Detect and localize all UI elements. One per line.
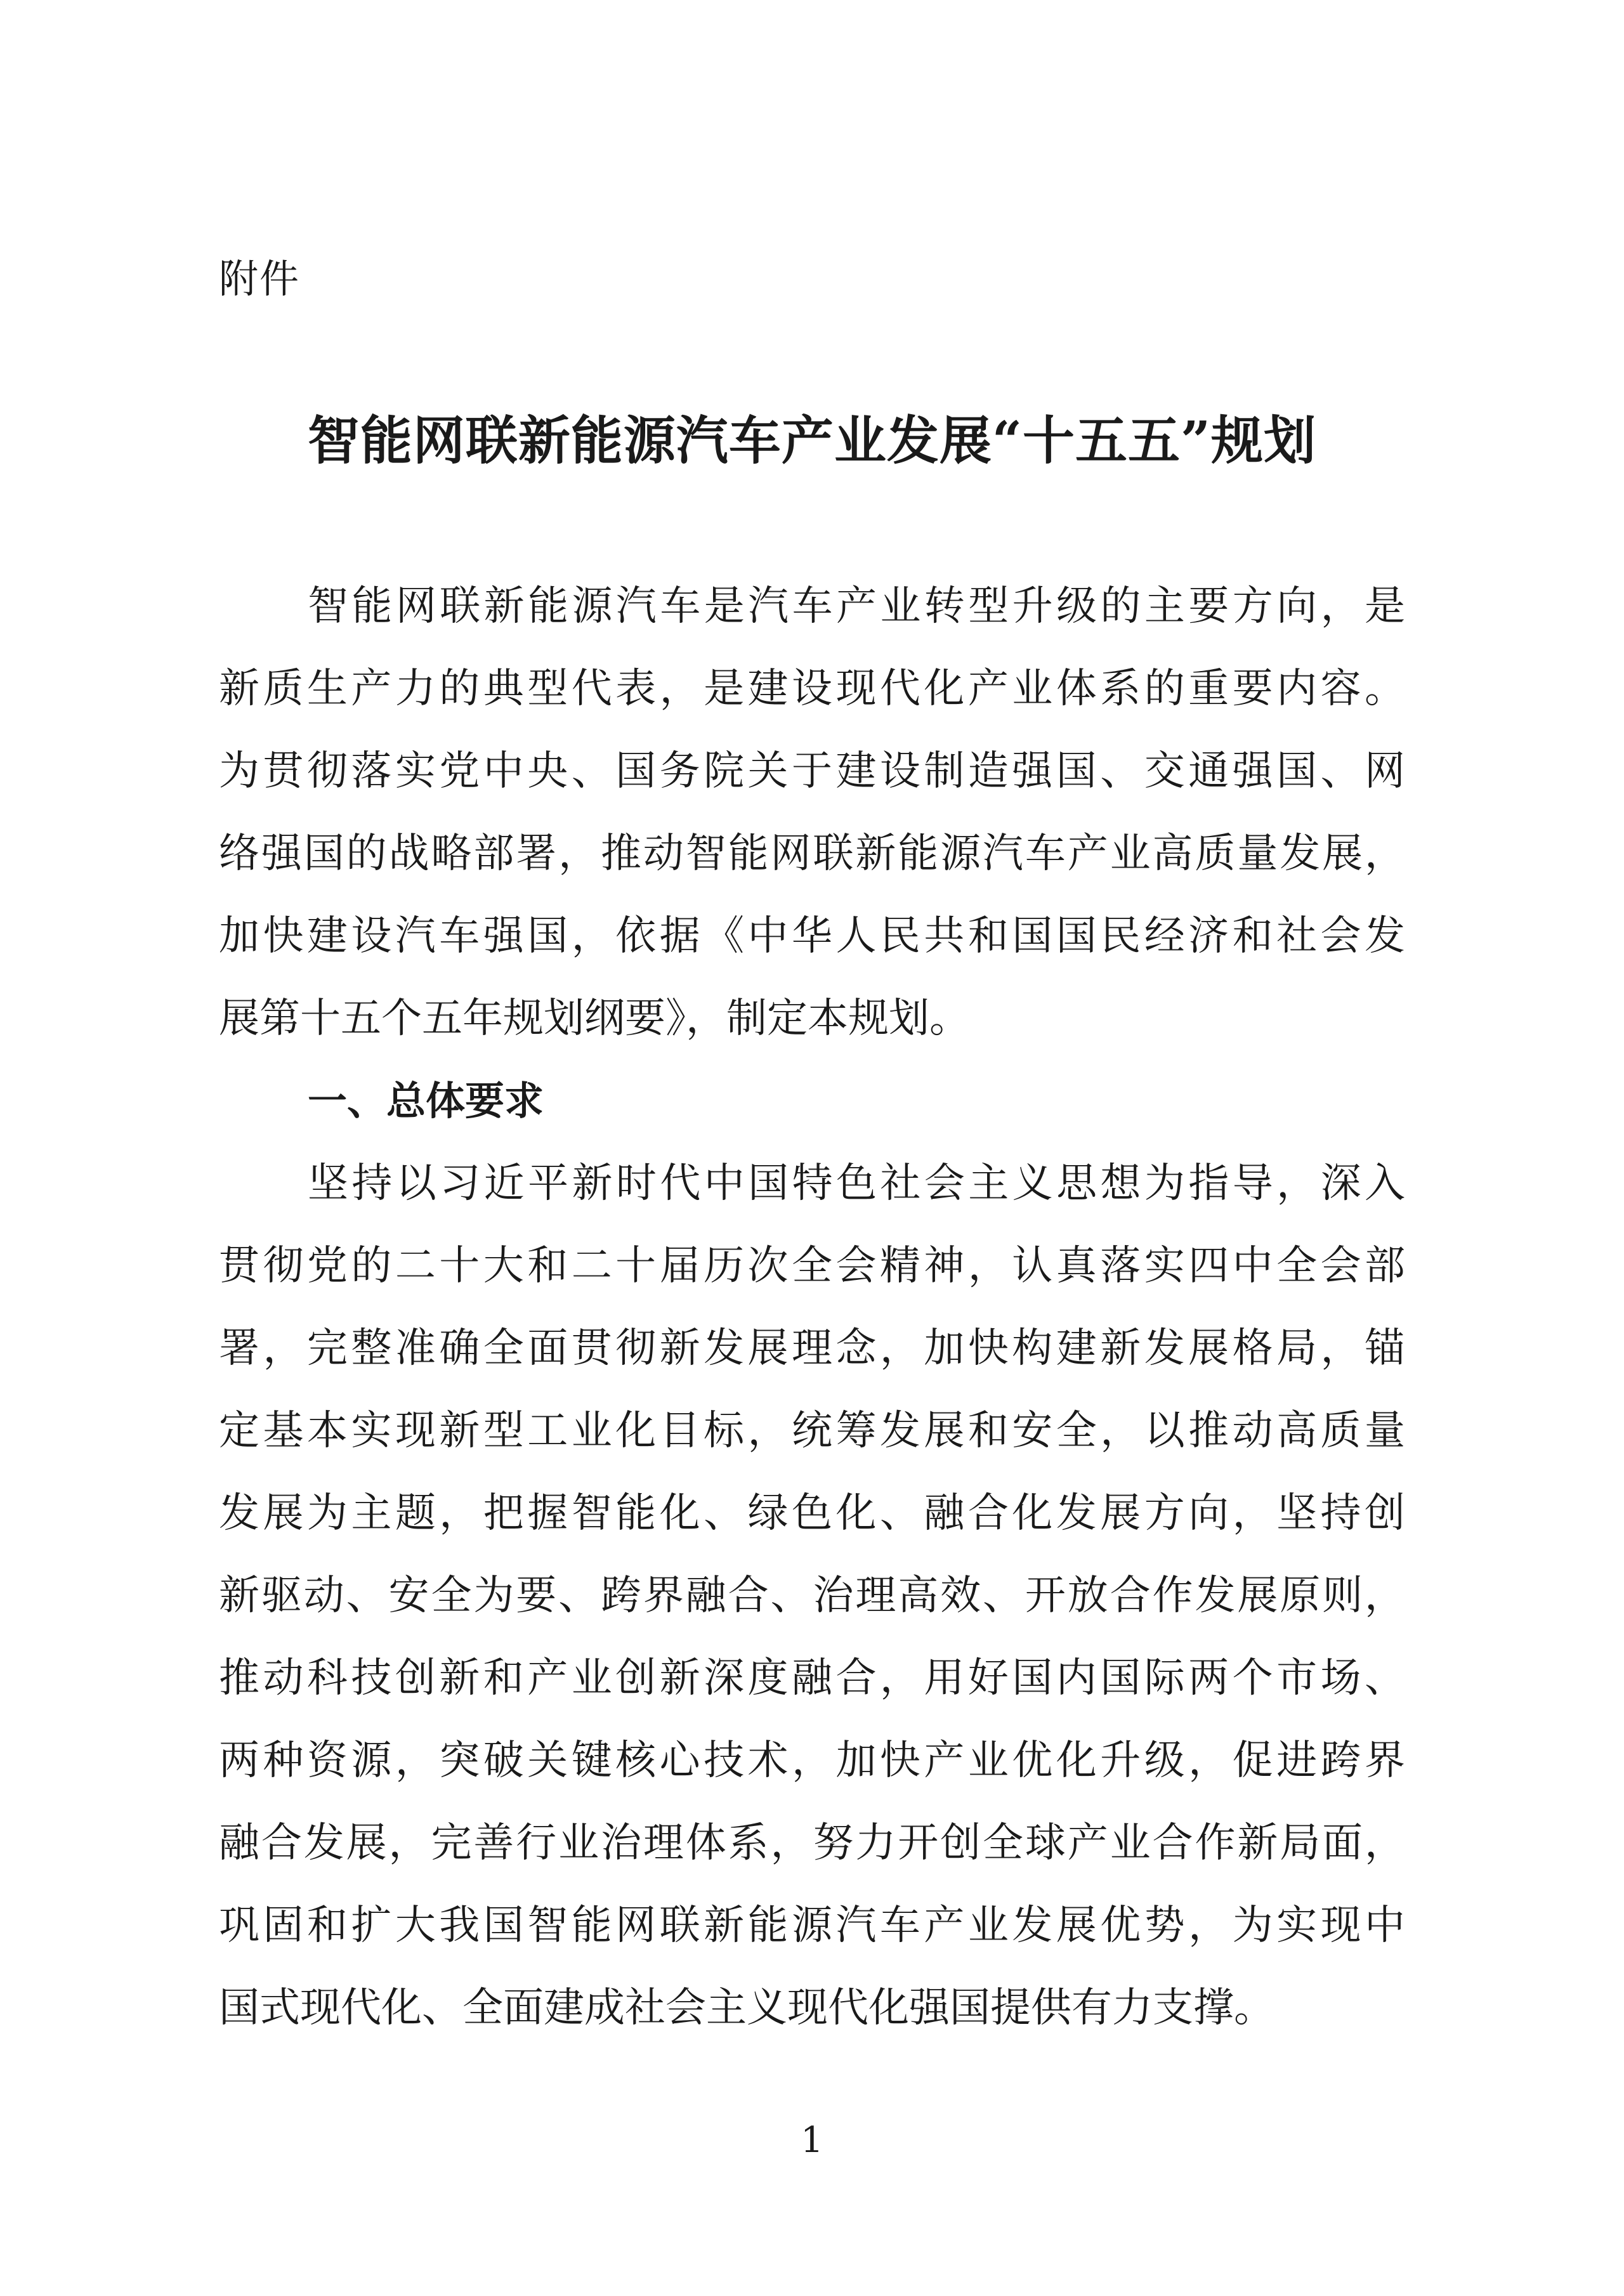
paragraph-line: 新质生产力的典型代表，是建设现代化产业体系的重要内容。: [219, 665, 1405, 712]
section-heading: 一、总体要求: [308, 1078, 544, 1124]
paragraph-line: 国式现代化、全面建成社会主义现代化强国提供有力支撑。: [219, 1985, 1274, 2032]
paragraph-line: 发展为主题，把握智能化、绿色化、融合化发展方向，坚持创: [219, 1490, 1405, 1537]
paragraph-line: 坚持以习近平新时代中国特色社会主义思想为指导，深入: [308, 1160, 1405, 1207]
paragraph-line: 两种资源，突破关键核心技术，加快产业优化升级，促进跨界: [219, 1737, 1405, 1784]
paragraph-line: 智能网联新能源汽车是汽车产业转型升级的主要方向，是: [308, 583, 1405, 630]
paragraph-line: 络强国的战略部署，推动智能网联新能源汽车产业高质量发展，: [219, 830, 1405, 877]
paragraph-line: 定基本实现新型工业化目标，统筹发展和安全，以推动高质量: [219, 1407, 1405, 1454]
paragraph-line: 署，完整准确全面贯彻新发展理念，加快构建新发展格局，锚: [219, 1325, 1405, 1372]
document-title: 智能网联新能源汽车产业发展“十五五”规划: [307, 410, 1317, 471]
paragraph-line: 贯彻党的二十大和二十届历次全会精神，认真落实四中全会部: [219, 1243, 1405, 1289]
paragraph-line: 推动科技创新和产业创新深度融合，用好国内国际两个市场、: [219, 1655, 1405, 1702]
paragraph-line: 加快建设汽车强国，依据《中华人民共和国国民经济和社会发: [219, 913, 1405, 960]
paragraph-line: 巩固和扩大我国智能网联新能源汽车产业发展优势，为实现中: [219, 1902, 1405, 1949]
paragraph-line: 新驱动、安全为要、跨界融合、治理高效、开放合作发展原则，: [219, 1572, 1405, 1619]
attachment-label: 附件: [219, 256, 301, 302]
page-number: 1: [801, 2120, 823, 2161]
paragraph-line: 展第十五个五年规划纲要》，制定本规划。: [219, 995, 970, 1042]
paragraph-line: 融合发展，完善行业治理体系，努力开创全球产业合作新局面，: [219, 1820, 1405, 1867]
paragraph-line: 为贯彻落实党中央、国务院关于建设制造强国、交通强国、网: [219, 748, 1405, 795]
